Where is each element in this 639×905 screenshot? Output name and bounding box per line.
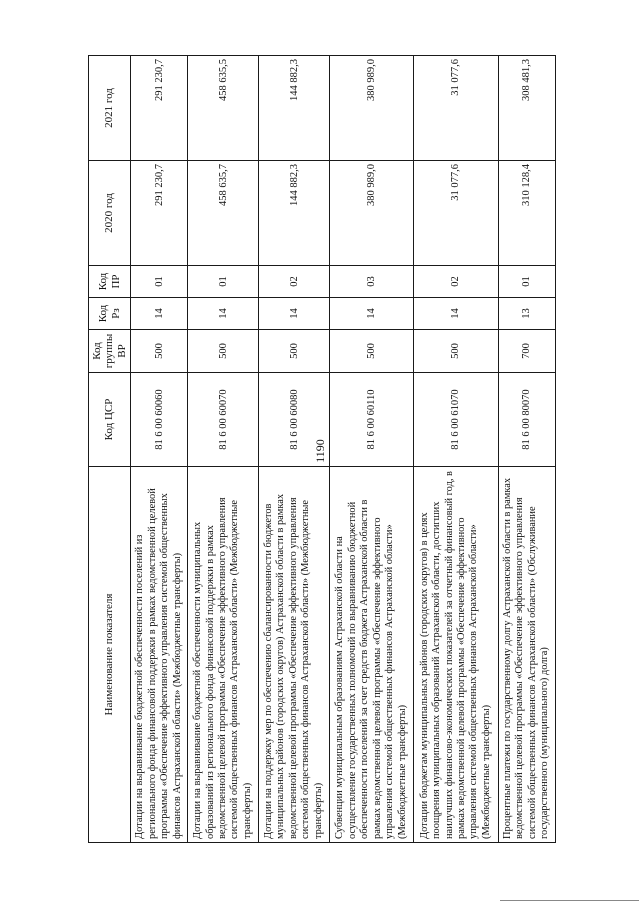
table-row [498,56,555,843]
row-2020: 31 077,6 [414,161,498,266]
row-name: Дотации на поддержку мер по обеспечению сбалансированности бюджетов муниципальных районов (городских округов) Астраханской области в рамках ведомственной целевой программы «Обеспечение эффективного управления системой общественных финансов Астраханской области» (Межбюджетные трансферты) [259,467,330,843]
row-rz: 14 [131,298,188,330]
row-rz: 14 [414,298,498,330]
row-pr: 02 [259,266,330,298]
row-pr: 01 [188,266,259,298]
table-row [259,56,330,843]
table-row [188,56,259,843]
row-vr: 500 [131,330,188,373]
row-2021: 144 882,3 [259,56,330,161]
row-pr: 03 [329,266,413,298]
row-csr: 81 6 00 60110 [329,373,413,467]
row-2021: 31 077,6 [414,56,498,161]
row-2020: 458 635,7 [188,161,259,266]
table-row [329,56,413,843]
budget-table-container [88,56,556,843]
row-2020: 380 989,0 [329,161,413,266]
page-number: 1190 [313,439,327,463]
header-pr: Код ПР [89,266,131,298]
row-csr: 81 6 00 80070 [498,373,555,467]
row-name: Дотации на выравнивание бюджетной обеспеченности поселений из регионального фонда финансовой поддержки в рамках ведомственной целевой программы «Обеспечение эффективного управления системой общественных финансов Астраханской области» (Межбюджетные трансферты) [131,467,188,843]
row-vr: 700 [498,330,555,373]
header-csr: Код ЦСР [89,373,131,467]
row-name: Дотации бюджетам муниципальных районов (городских округов) в целях поощрения муниципальных образований Астраханской области, достигших наилучших финансово-экономических показателей за отчетный финансовый год, в рамках ведомственной целевой программы «Обеспечение эффективного управления системой общественных финансов Астраханской области» (Межбюджетные трансферты) [414,467,498,843]
table-row [414,56,498,843]
row-2021: 291 230,7 [131,56,188,161]
row-pr: 02 [414,266,498,298]
row-2021: 308 481,3 [498,56,555,161]
row-2021: 458 635,5 [188,56,259,161]
header-2021: 2021 год [89,56,131,161]
row-pr: 01 [131,266,188,298]
row-csr: 81 6 00 61070 [414,373,498,467]
row-vr: 500 [188,330,259,373]
header-rz: Код Рз [89,298,131,330]
row-csr: 81 6 00 60060 [131,373,188,467]
row-vr: 500 [414,330,498,373]
budget-table [88,55,556,843]
row-rz: 14 [259,298,330,330]
header-vr: Код группы ВР [89,330,131,373]
rotated-page-area [88,56,556,843]
row-rz: 14 [188,298,259,330]
row-rz: 13 [498,298,555,330]
row-2020: 144 882,3 [259,161,330,266]
row-pr: 01 [498,266,555,298]
row-name: Субвенции муниципальным образованиям Астраханской области на осуществление государственных полномочий по выравниванию бюджетной обеспеченности поселений за счет средств бюджета Астраханской области в рамках ведомственной целевой программы «Обеспечение эффективного управления системой общественных финансов Астраханской области» (Межбюджетные трансферты) [329,467,413,843]
scan-edge-line [500,900,639,901]
row-2020: 310 128,4 [498,161,555,266]
row-csr: 81 6 00 60070 [188,373,259,467]
row-name: Дотации на выравнивание бюджетной обеспеченности муниципальных образований из регионального фонда финансовой поддержки в рамках ведомственной целевой программы «Обеспечение эффективного управления системой общественных финансов Астраханской области» (Межбюджетные трансферты) [188,467,259,843]
row-csr: 81 6 00 60080 [259,373,330,467]
header-2020: 2020 год [89,161,131,266]
table-header-row [89,56,131,843]
row-vr: 500 [329,330,413,373]
row-name: Процентные платежи по государственному долгу Астраханской области в рамках ведомственной целевой программы «Обеспечение эффективного управления системой общественных финансов Астраханской области» (Обслуживание государственного (муниципального) долга) [498,467,555,843]
row-rz: 14 [329,298,413,330]
table-row [131,56,188,843]
row-vr: 500 [259,330,330,373]
row-2021: 380 989,0 [329,56,413,161]
row-2020: 291 230,7 [131,161,188,266]
header-name: Наименование показателя [89,467,131,843]
